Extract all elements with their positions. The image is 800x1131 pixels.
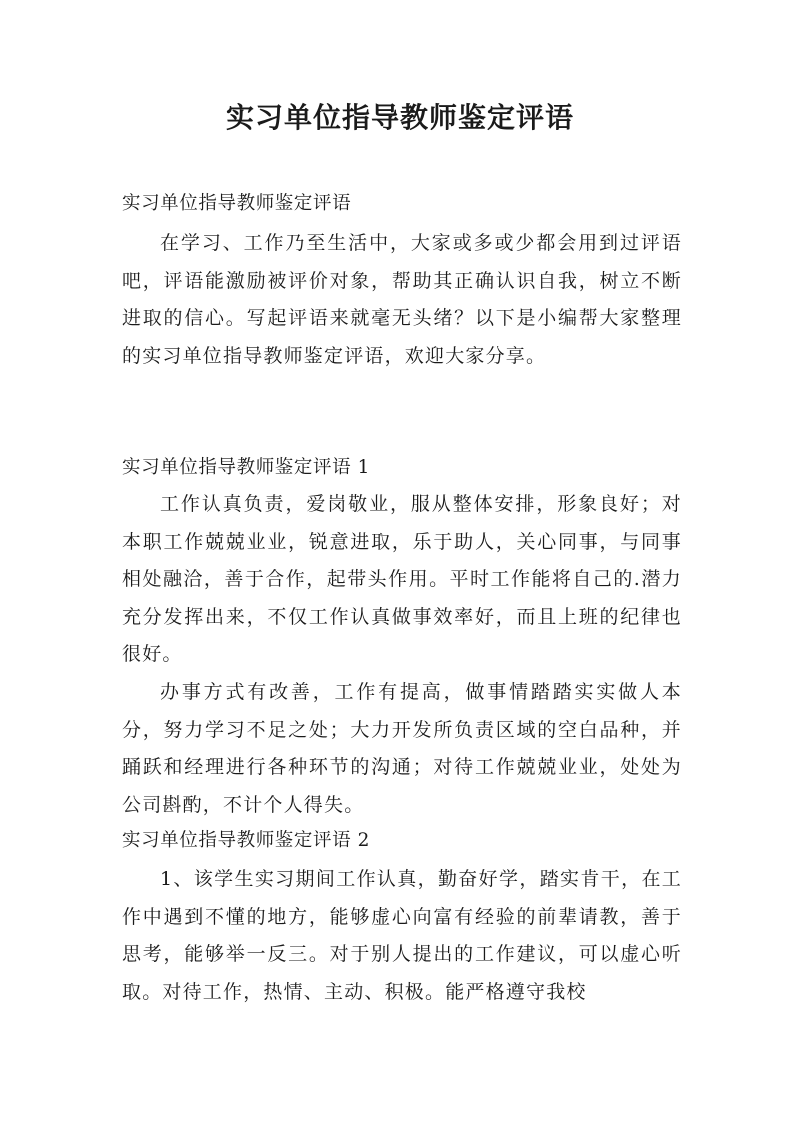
- section-1-paragraph-1: 工作认真负责，爱岗敬业，服从整体安排，形象良好；对本职工作兢兢业业，锐意进取，乐于助人，关心同事，与同事相处融洽，善于合作，起带头作用。平时工作能将自己的.潜力充分发挥出来，不仅工作认真做事效率好，而且上班的纪律也很好。: [122, 493, 682, 665]
- section-2-heading: 实习单位指导教师鉴定评语 2: [122, 830, 371, 851]
- section-1-heading: 实习单位指导教师鉴定评语 1: [122, 457, 371, 478]
- section-2-paragraph-1: 1、该学生实习期间工作认真，勤奋好学，踏实肯干，在工作中遇到不懂的地方，能够虚心向富有经验的前辈请教，善于思考，能够举一反三。对于别人提出的工作建议，可以虚心听取。对待工作，热情、主动、积极。能严格遵守我校: [122, 868, 682, 1003]
- intro-heading: 实习单位指导教师鉴定评语: [122, 193, 352, 214]
- page-title: 实习单位指导教师鉴定评语: [225, 101, 574, 134]
- intro-paragraph: 在学习、工作乃至生活中，大家或多或少都会用到过评语吧，评语能激励被评价对象，帮助其正确认识自我，树立不断进取的信心。写起评语来就毫无头绪？以下是小编帮大家整理的实习单位指导教师鉴定评语，欢迎大家分享。: [122, 232, 682, 367]
- section-1-paragraph-2: 办事方式有改善，工作有提高，做事情踏踏实实做人本分，努力学习不足之处；大力开发所负责区域的空白品种，并踊跃和经理进行各种环节的沟通；对待工作兢兢业业，处处为公司斟酌，不计个人得失。: [122, 681, 682, 816]
